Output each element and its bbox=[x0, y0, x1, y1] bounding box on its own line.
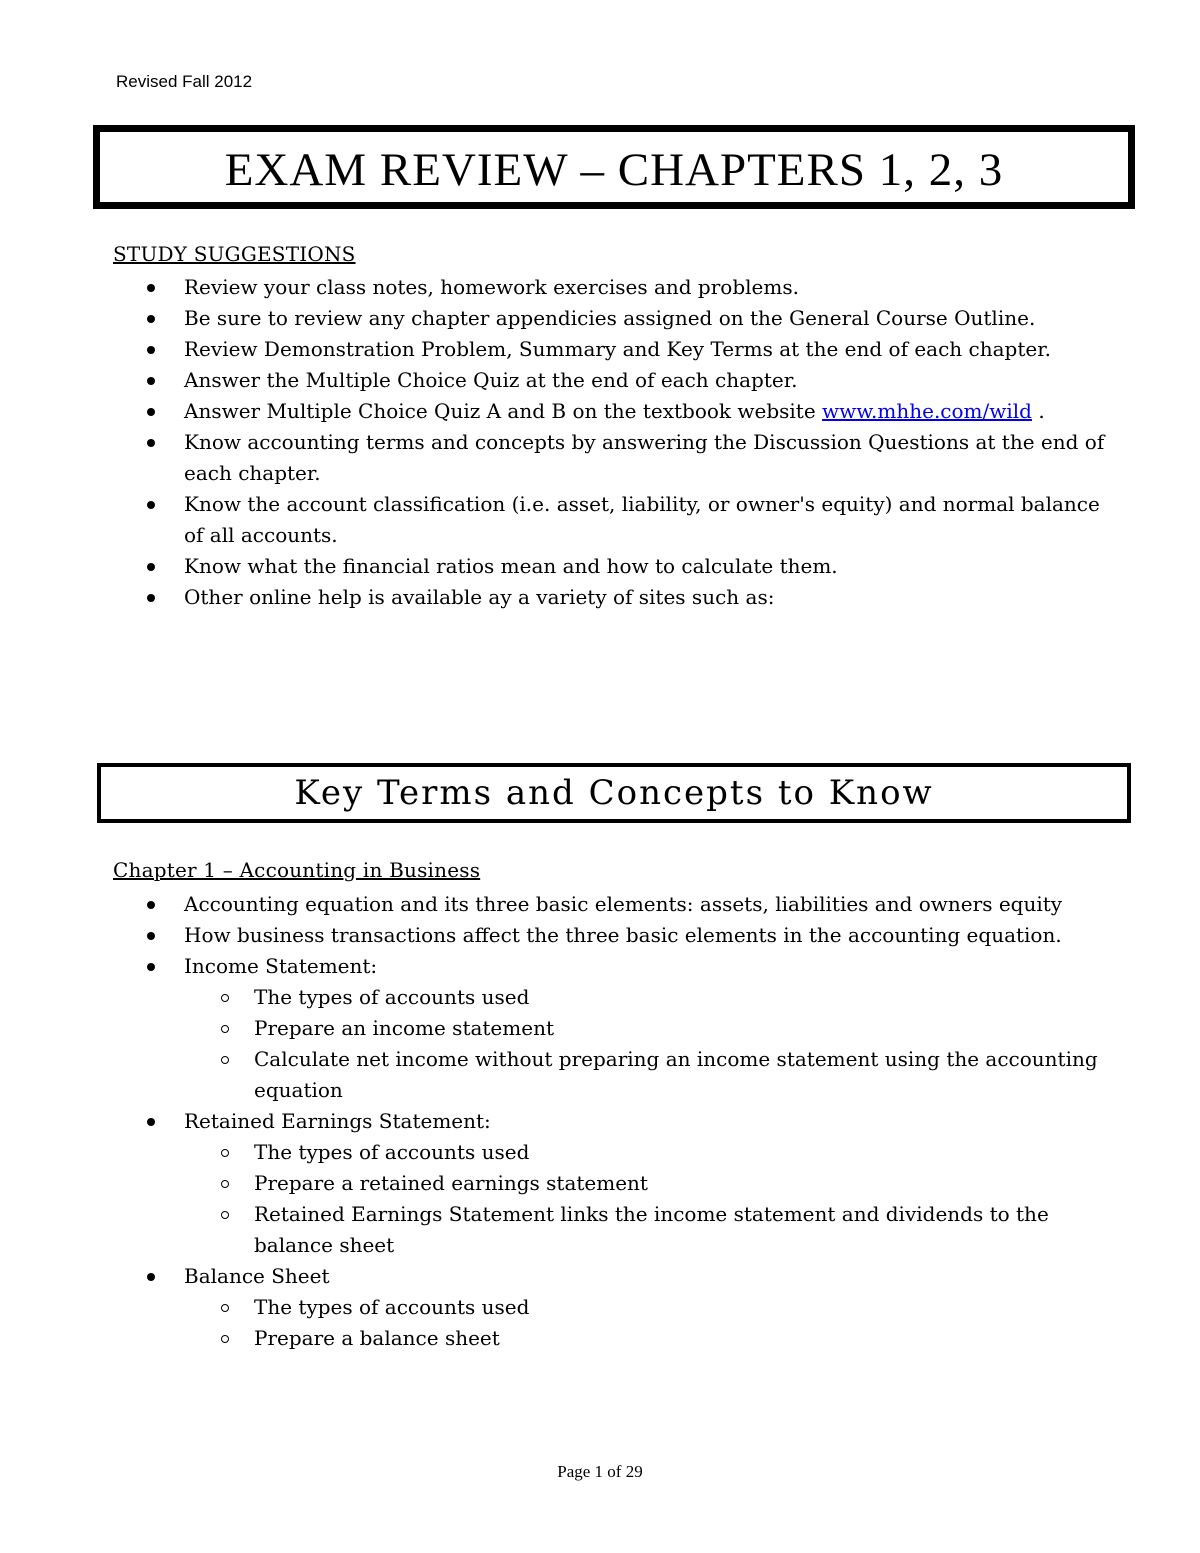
list-item-text: Balance Sheet bbox=[184, 1264, 330, 1288]
list-item bbox=[0, 489, 1200, 551]
retained-earnings-sublist bbox=[184, 1137, 1120, 1261]
list-item-text: Answer Multiple Choice Quiz A and B on the textbook website bbox=[184, 399, 823, 423]
sub-list-item bbox=[183, 1168, 1120, 1199]
list-item bbox=[0, 551, 1200, 582]
list-item bbox=[0, 920, 1200, 951]
bullet-icon bbox=[147, 346, 155, 354]
bullet-icon bbox=[147, 377, 155, 385]
list-item-text: Review Demonstration Problem, Summary and Key Terms at the end of each chapter. bbox=[184, 337, 1051, 361]
list-item-text: Know accounting terms and concepts by answering the Discussion Questions at the end of each chapter. bbox=[184, 430, 1105, 485]
chapter-1-heading: Chapter 1 – Accounting in Business bbox=[113, 858, 481, 882]
bullet-icon bbox=[147, 315, 155, 323]
sub-list-item-text: Calculate net income without preparing an income statement using the accounting equation bbox=[254, 1047, 1098, 1102]
study-suggestions-list bbox=[0, 272, 1200, 613]
list-item bbox=[0, 1261, 1200, 1354]
sub-list-item bbox=[183, 1292, 1120, 1323]
bullet-icon bbox=[147, 963, 155, 971]
circle-bullet-icon bbox=[221, 1025, 229, 1033]
list-item bbox=[0, 582, 1200, 613]
circle-bullet-icon bbox=[221, 1335, 229, 1343]
circle-bullet-icon bbox=[221, 1304, 229, 1312]
list-item bbox=[0, 303, 1200, 334]
sub-list-item bbox=[183, 1137, 1120, 1168]
circle-bullet-icon bbox=[221, 994, 229, 1002]
sub-list-item bbox=[183, 1323, 1120, 1354]
list-item bbox=[0, 889, 1200, 920]
sub-list-item-text: The types of accounts used bbox=[254, 1140, 530, 1164]
list-item-text: How business transactions affect the three basic elements in the accounting equation. bbox=[184, 923, 1062, 947]
list-item-text: Know what the financial ratios mean and how to calculate them. bbox=[184, 554, 838, 578]
revised-date: Revised Fall 2012 bbox=[116, 72, 253, 91]
bullet-icon bbox=[147, 501, 155, 509]
list-item-text: Accounting equation and its three basic elements: assets, liabilities and owners equity bbox=[184, 892, 1063, 916]
circle-bullet-icon bbox=[221, 1056, 229, 1064]
list-item bbox=[0, 334, 1200, 365]
page-number: Page 1 of 29 bbox=[557, 1462, 643, 1481]
title-box bbox=[93, 125, 1135, 209]
list-item-text: Know the account classification (i.e. asset, liability, or owner's equity) and normal balance of all accounts. bbox=[184, 492, 1100, 547]
list-item-text: Income Statement: bbox=[184, 954, 378, 978]
bullet-icon bbox=[147, 284, 155, 292]
bullet-icon bbox=[147, 594, 155, 602]
list-item-text: Retained Earnings Statement: bbox=[184, 1109, 491, 1133]
income-statement-sublist bbox=[184, 982, 1120, 1106]
list-item bbox=[0, 396, 1200, 427]
bullet-icon bbox=[147, 932, 155, 940]
list-item bbox=[0, 951, 1200, 1106]
sub-list-item-text: The types of accounts used bbox=[254, 985, 530, 1009]
list-item-suffix: . bbox=[1031, 399, 1045, 423]
bullet-icon bbox=[147, 1273, 155, 1281]
list-item-text: Answer the Multiple Choice Quiz at the end of each chapter. bbox=[184, 368, 798, 392]
list-item-text: Other online help is available ay a variety of sites such as: bbox=[184, 585, 775, 609]
balance-sheet-sublist bbox=[184, 1292, 1120, 1354]
bullet-icon bbox=[147, 1118, 155, 1126]
list-item bbox=[0, 365, 1200, 396]
sub-list-item bbox=[183, 1013, 1120, 1044]
key-terms-box bbox=[97, 763, 1131, 823]
bullet-icon bbox=[147, 408, 155, 416]
bullet-icon bbox=[147, 563, 155, 571]
list-item-text: Review your class notes, homework exercises and problems. bbox=[184, 275, 799, 299]
chapter-1-list bbox=[0, 889, 1200, 1354]
circle-bullet-icon bbox=[221, 1180, 229, 1188]
sub-list-item bbox=[183, 1199, 1120, 1261]
key-terms-heading: Key Terms and Concepts to Know bbox=[294, 773, 934, 813]
circle-bullet-icon bbox=[221, 1211, 229, 1219]
circle-bullet-icon bbox=[221, 1149, 229, 1157]
sub-list-item-text: Prepare a balance sheet bbox=[254, 1326, 500, 1350]
textbook-website-link[interactable]: www.mhhe.com/wild bbox=[822, 399, 1032, 423]
list-item bbox=[0, 272, 1200, 303]
sub-list-item-text: Retained Earnings Statement links the income statement and dividends to the balance sheet bbox=[254, 1202, 1049, 1257]
list-item bbox=[0, 1106, 1200, 1261]
sub-list-item-text: Prepare a retained earnings statement bbox=[254, 1171, 648, 1195]
sub-list-item bbox=[183, 982, 1120, 1013]
bullet-icon bbox=[147, 439, 155, 447]
list-item bbox=[0, 427, 1200, 489]
sub-list-item-text: Prepare an income statement bbox=[254, 1016, 554, 1040]
page-title: EXAM REVIEW – CHAPTERS 1, 2, 3 bbox=[224, 144, 1004, 196]
list-item-text: Be sure to review any chapter appendicies assigned on the General Course Outline. bbox=[184, 306, 1036, 330]
sub-list-item-text: The types of accounts used bbox=[254, 1295, 530, 1319]
bullet-icon bbox=[147, 901, 155, 909]
study-suggestions-heading: STUDY SUGGESTIONS bbox=[113, 242, 356, 266]
sub-list-item bbox=[183, 1044, 1120, 1106]
